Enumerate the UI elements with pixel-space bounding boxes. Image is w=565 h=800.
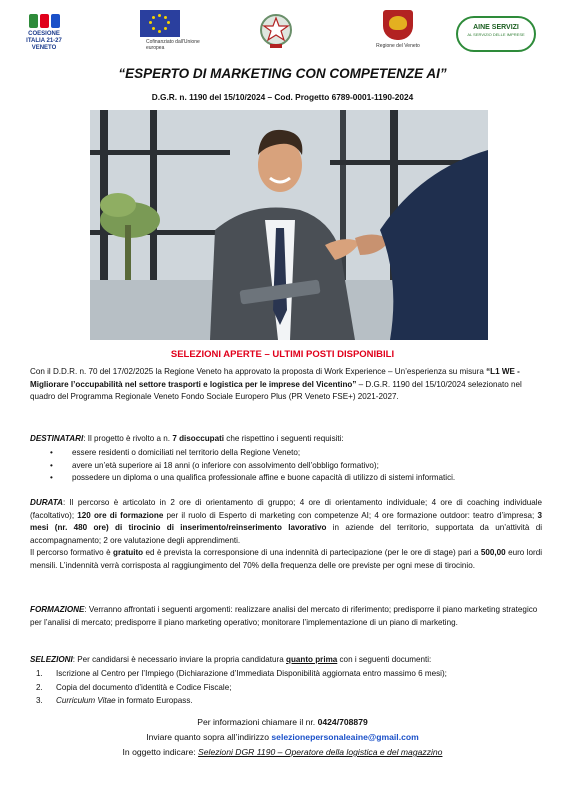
- durata-free: gratuito: [113, 548, 144, 557]
- handshake-photo: [90, 110, 488, 340]
- page-title: “ESPERTO DI MARKETING CON COMPETENZE AI”: [118, 66, 447, 81]
- durata-internship: 3 mesi (nr. 480 ore) di tirocinio di inserimento/reinserimento lavorativo: [30, 510, 542, 532]
- eu-flag-icon: [140, 10, 180, 37]
- list-text-italic: Curriculum Vitae: [56, 696, 116, 705]
- durata-text-h: ed è prevista la corresponsione di una indennità di partecipazione (per le ore di stage) pari a: [143, 548, 481, 557]
- formazione-text: : Verranno affrontati i seguenti argomenti: realizzare analisi del mercato di riferimento; predisporre il piano marketing strategico per l’analisi di mercato; predisporre il piano marketing operativo; monitorare l’implementazione di un piano di marketing.: [30, 605, 538, 627]
- coesione-shape-icon: [22, 14, 66, 28]
- coesione-italia-logo: [22, 10, 66, 58]
- eu-cofinanced-logo: [140, 10, 218, 58]
- selezioni-text-a: : Per candidarsi è necessario inviare la propria candidatura: [72, 655, 286, 664]
- list-number: 3.: [36, 696, 43, 705]
- logo-row: [22, 10, 542, 58]
- aine-subtitle: AL SERVIZIO DELLE IMPRESE: [467, 32, 525, 37]
- selezioni-text-c: con i seguenti documenti:: [337, 655, 432, 664]
- list-item: • essere residenti o domiciliati nel territorio della Regione Veneto;: [30, 447, 542, 460]
- list-item: • possedere un diploma o una qualifica professionale affine e buone capacità di utilizzo di sistemi informatici.: [30, 472, 542, 485]
- aine-servizi-logo: [456, 16, 536, 52]
- durata-text-c: per il ruolo di Esperto di marketing con competenze AI; 4 ore formazione outdoor: teatro d’impresa;: [163, 510, 538, 520]
- list-item: [30, 667, 542, 681]
- durata-text-j: euro lordi mensili. L’indennità verrà corrisposta al raggiungimento del 70% della frequenza delle ore previste per ogni mese di tirocinio.: [30, 548, 542, 570]
- selections-open-heading: SELEZIONI APERTE – ULTIMI POSTI DISPONIBILI: [170, 349, 395, 360]
- documents-list: [30, 667, 542, 708]
- intro-paragraph: [30, 366, 542, 404]
- selezioni-paragraph: [30, 654, 542, 667]
- subject-label: In oggetto indicare:: [122, 747, 199, 757]
- phone-line: [0, 717, 565, 727]
- destinatari-label: DESTINATARI: [30, 434, 84, 443]
- selezioni-deadline: quanto prima: [286, 655, 338, 664]
- coesione-text: COESIONE ITALIA 21-27 VENETO: [26, 31, 62, 51]
- list-item: • avere un’età superiore ai 18 anni (o inferiore con assolvimento dell’obbligo formativo);: [30, 460, 542, 473]
- formazione-label: FORMAZIONE: [30, 605, 85, 614]
- subject-line: [0, 747, 565, 757]
- requirements-list: [30, 447, 542, 485]
- list-number: 2.: [36, 682, 43, 692]
- destinatari-count: 7 disoccupati: [172, 434, 225, 443]
- intro-project-name: “L1 WE - Migliorare l’occupabilità nel settore trasporti e logistica per le imprese del Vicentino”: [30, 367, 520, 389]
- intro-text-c: – D.G.R. 1190 del 15/10/2024 selezionato nel quadro del Programma Regionale Veneto Fondo Sociale Europero Plus (PR Veneto FSE+) 2021-2027.: [30, 379, 522, 401]
- destinatari-paragraph: [30, 433, 542, 446]
- phone-label: Per informazioni chiamare il nr.: [197, 717, 318, 727]
- destinatari-text-a: : Il progetto è rivolto a n.: [83, 434, 173, 443]
- list-item: [30, 681, 542, 695]
- aine-title: AINE SERVIZI: [473, 24, 519, 31]
- email-label: Inviare quanto sopra all’indirizzo: [146, 732, 272, 742]
- selezioni-label: SELEZIONI: [30, 655, 73, 664]
- durata-text-f: Il percorso formativo è: [30, 548, 113, 557]
- page-subtitle: D.G.R. n. 1190 del 15/10/2024 – Cod. Progetto 6789-0001-1190-2024: [151, 92, 414, 102]
- italian-republic-emblem-icon: [258, 10, 294, 52]
- list-text: Iscrizione al Centro per l’Impiego (Dichiarazione d’Immediata Disponibilità aggiornata entro massimo 6 mesi);: [56, 669, 447, 678]
- list-number: 1.: [36, 669, 43, 678]
- durata-hours: 120 ore di formazione: [77, 510, 164, 520]
- intro-text-a: Con il D.D.R. n. 70 del 17/02/2025 la Regione Veneto ha approvato la proposta di Work Experience – Un’esperienza su misura: [30, 367, 487, 376]
- regione-veneto-logo: [370, 10, 426, 58]
- veneto-text: Regione del Veneto: [376, 43, 420, 49]
- durata-amount: 500,00: [480, 548, 506, 557]
- durata-paragraph: [30, 497, 542, 572]
- list-item: [30, 694, 542, 708]
- durata-text-e: in aziende del territorio, supportata da un’attività di accompagnamento; 2 ore valutazione degli apprendimenti.: [30, 523, 542, 545]
- veneto-lion-icon: [383, 10, 413, 40]
- email-link[interactable]: selezionepersonaleaine@gmail.com: [271, 732, 419, 742]
- eu-text: Cofinanziato dall'Unione europea: [146, 39, 200, 51]
- durata-label: DURATA: [30, 498, 63, 507]
- phone-number[interactable]: 0424/708879: [317, 717, 368, 727]
- list-text: Copia del documento d’identità e Codice Fiscale;: [56, 682, 232, 692]
- durata-text-a: : Il percorso è articolato in 2 ore di orientamento di gruppo; 4 ore di orientamento individuale; 4 ore di coaching individuale (facoltativo);: [30, 498, 542, 520]
- formazione-paragraph: [30, 604, 542, 629]
- list-text: in formato Europass.: [115, 696, 193, 705]
- email-line: [0, 732, 565, 742]
- destinatari-text-c: che rispettino i seguenti requisiti:: [224, 434, 344, 443]
- subject-text: Selezioni DGR 1190 – Operatore della logistica e del magazzino: [198, 747, 443, 757]
